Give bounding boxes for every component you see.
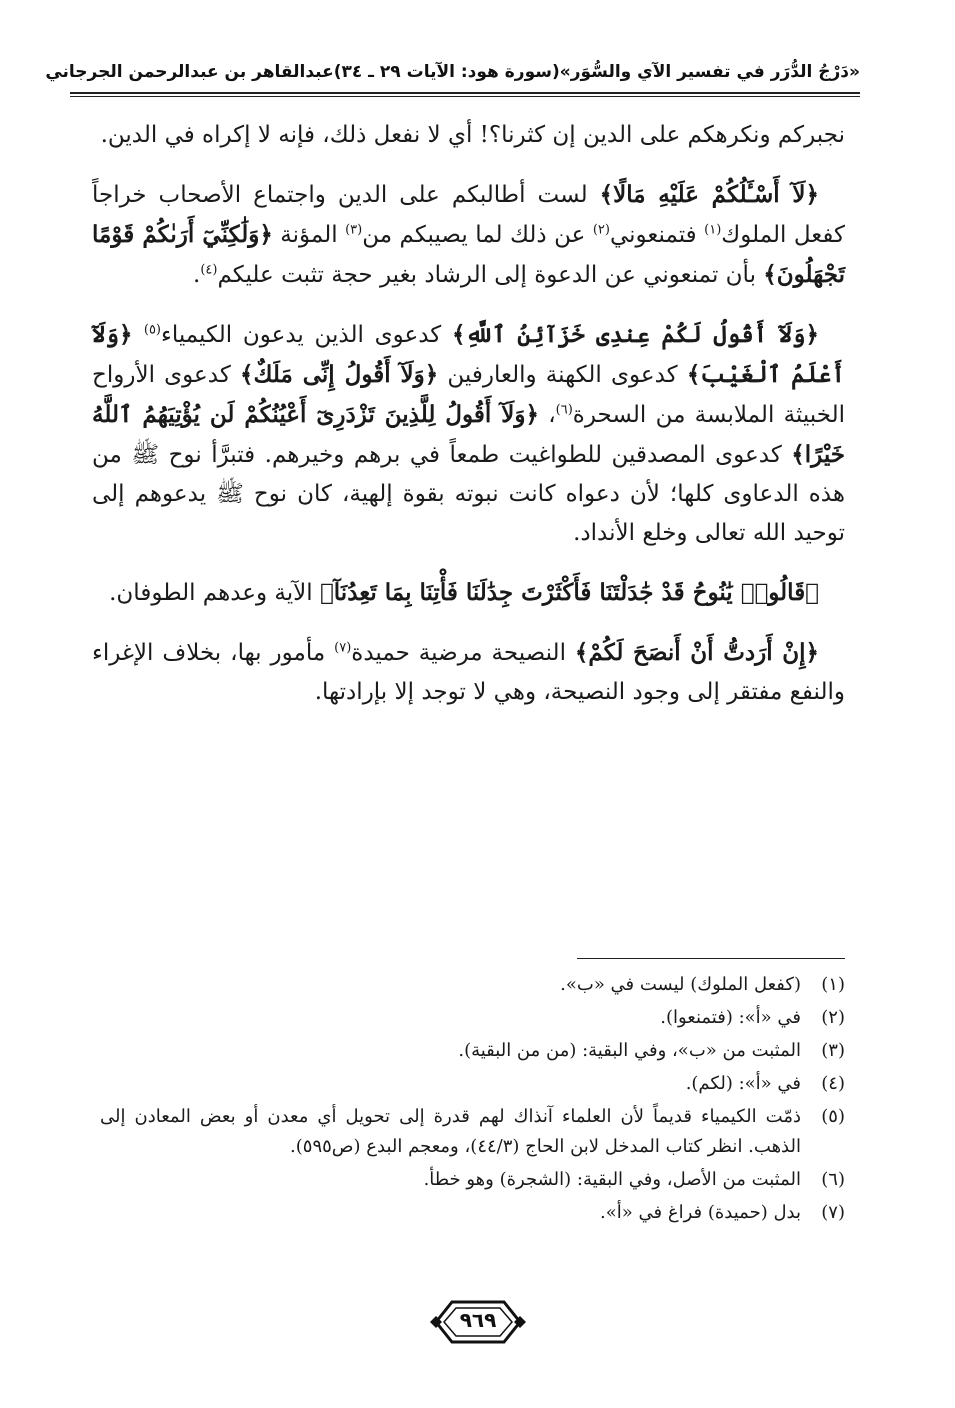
quran-verse: ﴿وَلَآ أَقُولُ إِنِّى مَلَكٌ﴾ bbox=[240, 361, 439, 388]
footnote-ref: (٥) bbox=[143, 322, 161, 338]
footnote-1 bbox=[100, 970, 845, 1000]
footnote-text: بدل (حميدة) فراغ في «أ». bbox=[600, 1202, 801, 1223]
paragraph-2 bbox=[92, 175, 845, 295]
quran-verse: ﴿وَلَآ أَعْلَمُ ٱلْغَيْبَ﴾ bbox=[92, 321, 845, 388]
footnote-text: المثبت من الأصل، وفي البقية: (الشجرة) وهو خطأ. bbox=[423, 1169, 801, 1190]
quran-verse: ﴿وَلَآ أَقُولُ لَكُمْ عِندِى خَزَآئِنُ ٱللَّهِ﴾ bbox=[451, 321, 820, 348]
footnote-2 bbox=[100, 1003, 845, 1033]
footnote-3 bbox=[100, 1036, 845, 1066]
footnotes bbox=[100, 970, 845, 1231]
quran-verse: ﴿لَآ أَسْـَٔلُكُمْ عَلَيْهِ مَالًا﴾ bbox=[599, 181, 819, 208]
header-book-title: «دَرْجُ الدُّرَر في تفسير الآي والسُّوَر» bbox=[559, 62, 860, 82]
paragraph-3 bbox=[92, 315, 845, 553]
page-number: ٩٦٩ bbox=[459, 1308, 497, 1332]
text-run: فتمنعوني bbox=[609, 222, 705, 248]
footnote-4 bbox=[100, 1069, 845, 1099]
text-run: كدعوى الذين يدعون الكيمياء bbox=[161, 322, 452, 348]
quran-verse: ﴿قَالُوا۟ يَٰنُوحُ قَدْ جَٰدَلْتَنَا فَأَكْثَرْتَ جِدَٰلَنَا فَأْتِنَا بِمَا تَعِدُنَآ﴾ bbox=[319, 579, 819, 606]
paragraph-4 bbox=[92, 573, 845, 613]
paragraph-1: نجبركم ونكرهكم على الدين إن كثرنا؟! أي لا نفعل ذلك، فإنه لا إكراه في الدين. bbox=[100, 122, 845, 148]
footnote-text: في «أ»: (فتمنعوا). bbox=[660, 1007, 801, 1028]
header-surah-reference: (سورة هود: الآيات ٢٩ ـ ٣٤) bbox=[333, 62, 560, 82]
text-run: ، bbox=[538, 402, 556, 428]
header-rule bbox=[70, 92, 860, 97]
footnote-7 bbox=[100, 1198, 845, 1228]
footnote-text: ذمّت الكيمياء قديماً لأن العلماء آنذاك لهم قدرة إلى تحويل أي معدن أو بعض المعادن إلى الذهب. انظر كتاب المدخل لابن الحاج (٤٤/٣)، ومعجم البدع (ص٥٩٥). bbox=[100, 1106, 801, 1157]
footnote-separator bbox=[577, 958, 845, 959]
text-run: كدعوى الأرواح الخبيثة الملابسة من السحرة bbox=[92, 362, 845, 428]
text-run: كدعوى المصدقين للطواغيت طمعاً في برهم وخيرهم. فتبرَّأ نوح ﷺ من هذه الدعاوى كلها؛ لأن دعواه كانت نبوته بقوة إلهية، كان نوح ﷺ يدعوهم إلى توحيد الله تعالى وخلع الأنداد. bbox=[92, 442, 845, 546]
text-run: عن ذلك لما يصيبكم من bbox=[362, 222, 593, 248]
footnote-ref: (٢) bbox=[592, 222, 610, 238]
footnote-number: (٤) bbox=[821, 1073, 845, 1094]
footnote-number: (١) bbox=[821, 974, 845, 995]
quran-verse: ﴿وَلَآ أَقُولُ لِلَّذِينَ تَزْدَرِىٓ أَعْيُنُكُمْ لَن يُؤْتِيَهُمُ ٱللَّهُ خَيْرًا﴾ bbox=[92, 401, 845, 468]
footnote-ref: (٤) bbox=[200, 262, 218, 278]
footnote-text: المثبت من «ب»، وفي البقية: (من من البقية). bbox=[458, 1040, 801, 1061]
text-run: بأن تمنعوني عن الدعوة إلى الرشاد بغير حجة تثبت عليكم bbox=[217, 262, 764, 288]
footnote-text: في «أ»: (لكم). bbox=[685, 1073, 801, 1094]
quran-verse: ﴿إِنْ أَرَدتُّ أَنْ أَنصَحَ لَكُمْ﴾ bbox=[574, 639, 819, 666]
footnote-ref: (٦) bbox=[555, 402, 573, 418]
text-run: مأمور بها، بخلاف الإغراء والنفع مفتقر إلى وجود النصيحة، وهي لا توجد إلا بإرادتها. bbox=[92, 640, 845, 705]
page-number-ornament bbox=[430, 1296, 526, 1348]
text-run: لست أطالبكم على الدين واجتماع الأصحاب خراجاً كفعل الملوك bbox=[92, 182, 845, 248]
text-run: النصيحة مرضية حميدة bbox=[351, 640, 575, 666]
text-run: . bbox=[193, 262, 201, 288]
quran-verse: ﴿وَلَٰكِنِّيٓ أَرَىٰكُمْ قَوْمًا تَجْهَلُونَ﴾ bbox=[92, 221, 845, 288]
footnote-text: (كفعل الملوك) ليست في «ب». bbox=[560, 974, 801, 995]
footnote-number: (٦) bbox=[821, 1169, 845, 1190]
footnote-6 bbox=[100, 1165, 845, 1195]
footnote-number: (٣) bbox=[821, 1040, 845, 1061]
running-header bbox=[45, 52, 860, 92]
footnote-ref: (٣) bbox=[345, 222, 363, 238]
footnote-number: (٧) bbox=[821, 1202, 845, 1223]
main-text bbox=[92, 116, 845, 732]
text-run: الآية وعدهم الطوفان. bbox=[109, 580, 320, 606]
text-run: كدعوى الكهنة والعارفين bbox=[438, 362, 687, 388]
header-author: عبدالقاهر بن عبدالرحمن الجرجاني bbox=[45, 62, 334, 82]
text-run: المؤنة bbox=[272, 222, 346, 248]
footnote-number: (٢) bbox=[821, 1007, 845, 1028]
footnote-5 bbox=[100, 1102, 845, 1162]
footnote-number: (٥) bbox=[821, 1106, 845, 1127]
footnote-ref: (٧) bbox=[334, 640, 352, 656]
footnote-ref: (١) bbox=[704, 222, 722, 238]
paragraph-5 bbox=[92, 633, 845, 712]
